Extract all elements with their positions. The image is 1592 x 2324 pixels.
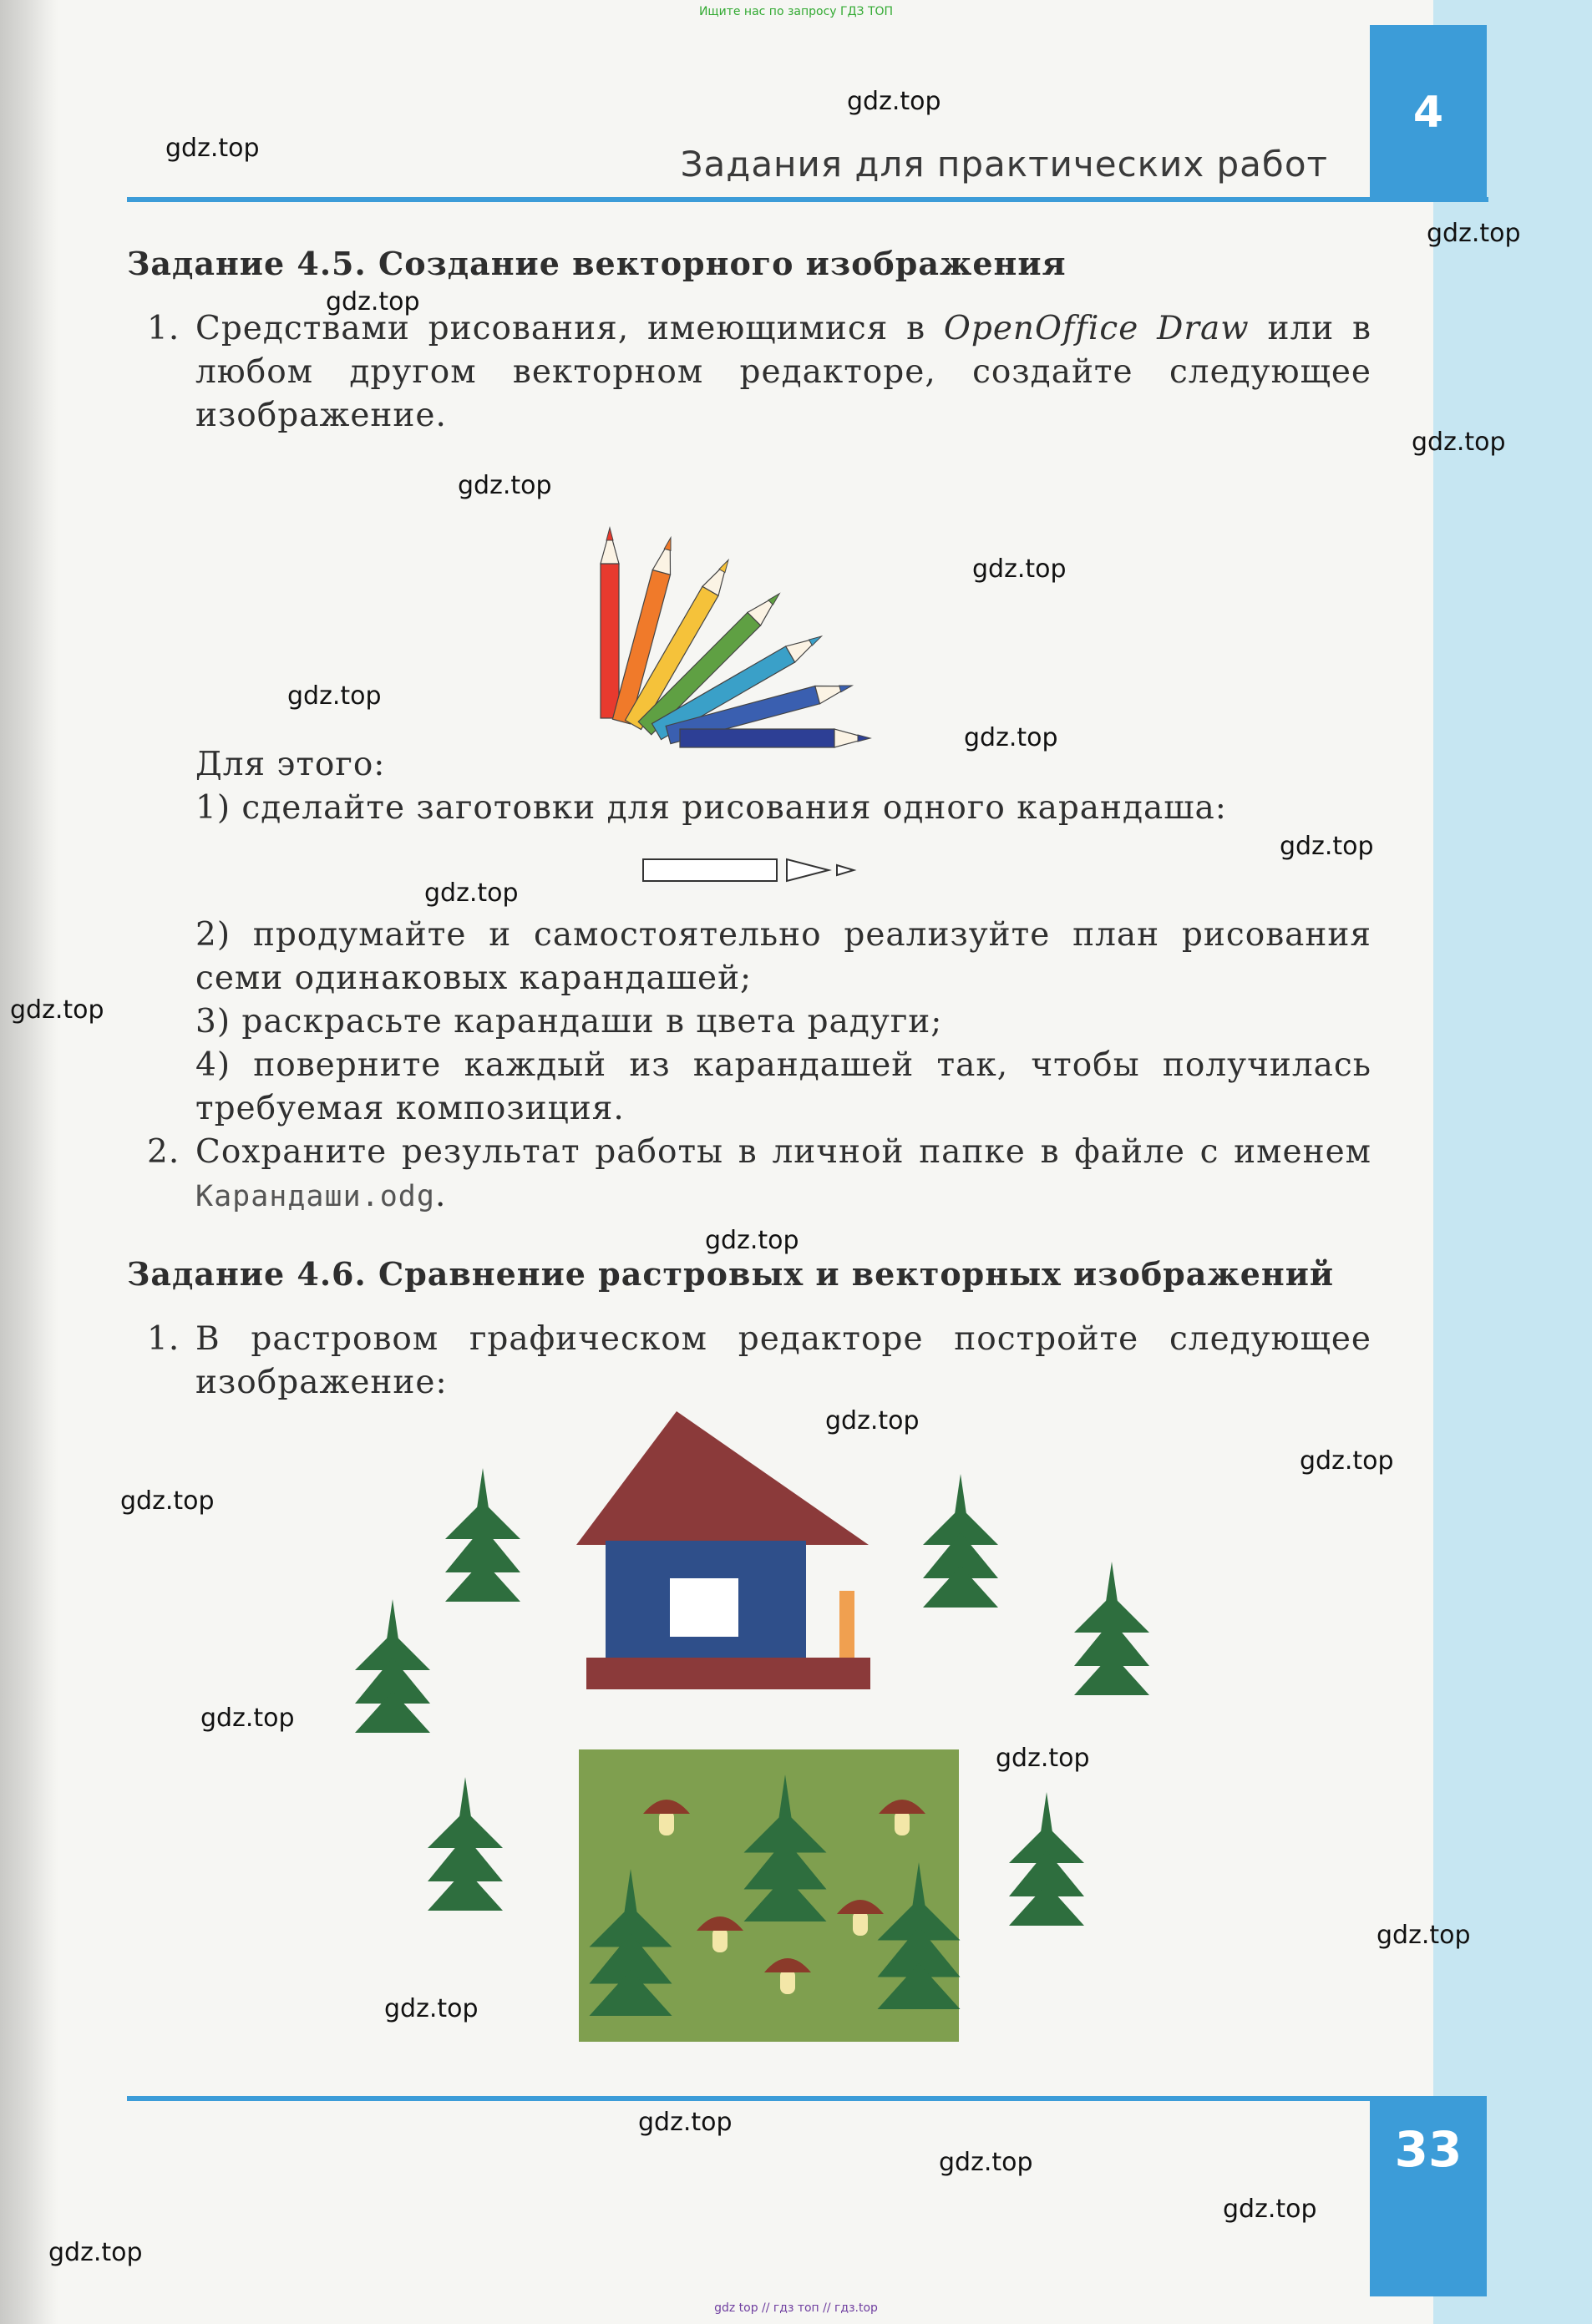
header-rule <box>127 197 1488 202</box>
watermark: gdz.top <box>847 87 941 116</box>
pencil-lead <box>839 682 854 692</box>
task-4-5-step1-number: 1. <box>147 310 180 347</box>
porch-post <box>839 1591 854 1658</box>
watermark: gdz.top <box>1223 2195 1317 2224</box>
watermark: gdz.top <box>638 2108 733 2137</box>
book-spine-shadow <box>0 0 58 2324</box>
watermark: gdz.top <box>1280 832 1374 861</box>
mushroom-stem <box>659 1810 674 1835</box>
house-window <box>670 1578 738 1637</box>
pencil-body <box>601 564 619 718</box>
watermark: gdz.top <box>1377 1921 1471 1950</box>
watermark: gdz.top <box>825 1406 920 1435</box>
task-4-5-step2-number: 2. <box>147 1133 180 1171</box>
watermark: gdz.top <box>200 1704 295 1733</box>
substep-1: 1) сделайте заготовки для рисования одного карандаша: <box>195 789 1227 827</box>
mushroom-stem <box>712 1927 728 1952</box>
top-search-note: Ищите нас по запросу ГДЗ ТОП <box>698 5 894 18</box>
fir-tree <box>1074 1562 1149 1695</box>
watermark: gdz.top <box>424 878 519 908</box>
task-4-6-step1-text: В растровом графическом редакторе постройте следующее изображение: <box>195 1320 1371 1401</box>
pencil-blank-shapes <box>643 855 860 889</box>
bottom-note: gdz top // гдз топ // гдз.top <box>714 2301 878 2315</box>
fir-tree <box>445 1468 520 1602</box>
page-number-tab <box>1370 2096 1487 2296</box>
for-this-label: Для этого: <box>195 746 386 783</box>
house-base <box>586 1658 870 1689</box>
watermark: gdz.top <box>326 287 420 316</box>
section-title: Задания для практических работ <box>680 144 1328 185</box>
chapter-tab <box>1370 25 1487 200</box>
pencil-lead <box>858 735 870 742</box>
watermark: gdz.top <box>10 995 104 1025</box>
watermark: gdz.top <box>972 554 1067 584</box>
fir-tree <box>355 1599 430 1733</box>
page-number: 33 <box>1394 2121 1463 2178</box>
watermark: gdz.top <box>384 1994 479 2023</box>
substep-4: 4) поверните каждый из карандашей так, чтобы получилась требуемая композиция. <box>195 1046 1371 1127</box>
house-forest-scene <box>334 1411 1169 2046</box>
pencil-lead-blank <box>837 865 854 875</box>
watermark: gdz.top <box>120 1486 215 1516</box>
watermark: gdz.top <box>458 471 552 500</box>
task-4-5-step2-text: Сохраните результат работы в личной папке в файле с именем Карандаши.odg. <box>195 1133 1371 1214</box>
pencil-fan-illustration <box>576 434 994 752</box>
pencil-lead <box>809 634 823 646</box>
task-4-6-title: Задание 4.6. Сравнение растровых и векторных изображений <box>127 1255 1335 1293</box>
pencil-tip <box>652 538 679 575</box>
mushroom-stem <box>895 1810 910 1835</box>
pencil <box>601 528 619 718</box>
pencil-tip-blank <box>787 859 829 881</box>
watermark: gdz.top <box>287 681 382 711</box>
watermark: gdz.top <box>48 2238 143 2267</box>
substep-3: 3) раскрасьте карандаши в цвета радуги; <box>195 1003 943 1040</box>
watermark: gdz.top <box>996 1744 1090 1773</box>
fir-tree <box>923 1474 998 1608</box>
chapter-number: 4 <box>1412 88 1444 138</box>
task-4-6-step1-number: 1. <box>147 1320 180 1358</box>
fir-tree <box>1009 1792 1084 1926</box>
watermark: gdz.top <box>1300 1446 1394 1476</box>
watermark: gdz.top <box>1412 428 1506 457</box>
mushroom-stem <box>780 1969 795 1994</box>
pencil-lead <box>719 559 731 573</box>
side-color-band <box>1433 0 1592 2324</box>
pencil-tip <box>815 677 852 704</box>
pencil-lead <box>664 537 674 551</box>
watermark: gdz.top <box>165 134 260 163</box>
watermark: gdz.top <box>939 2148 1033 2177</box>
watermark: gdz.top <box>964 723 1058 752</box>
pencil-lead <box>606 528 613 540</box>
footer-rule <box>127 2096 1371 2101</box>
task-4-5-title: Задание 4.5. Создание векторного изображения <box>127 245 1067 282</box>
watermark: gdz.top <box>705 1226 799 1255</box>
watermark: gdz.top <box>1427 219 1521 248</box>
task-4-5-step1-text: Средствами рисования, имеющимися в OpenOffice Draw или в любом другом векторном редакторе, создайте следующее изображение. <box>195 310 1371 434</box>
substep-2: 2) продумайте и самостоятельно реализуйте план рисования семи одинаковых карандашей; <box>195 916 1371 997</box>
pencil-body-blank <box>643 859 777 881</box>
mushroom-stem <box>853 1911 868 1936</box>
fir-tree <box>428 1777 503 1911</box>
